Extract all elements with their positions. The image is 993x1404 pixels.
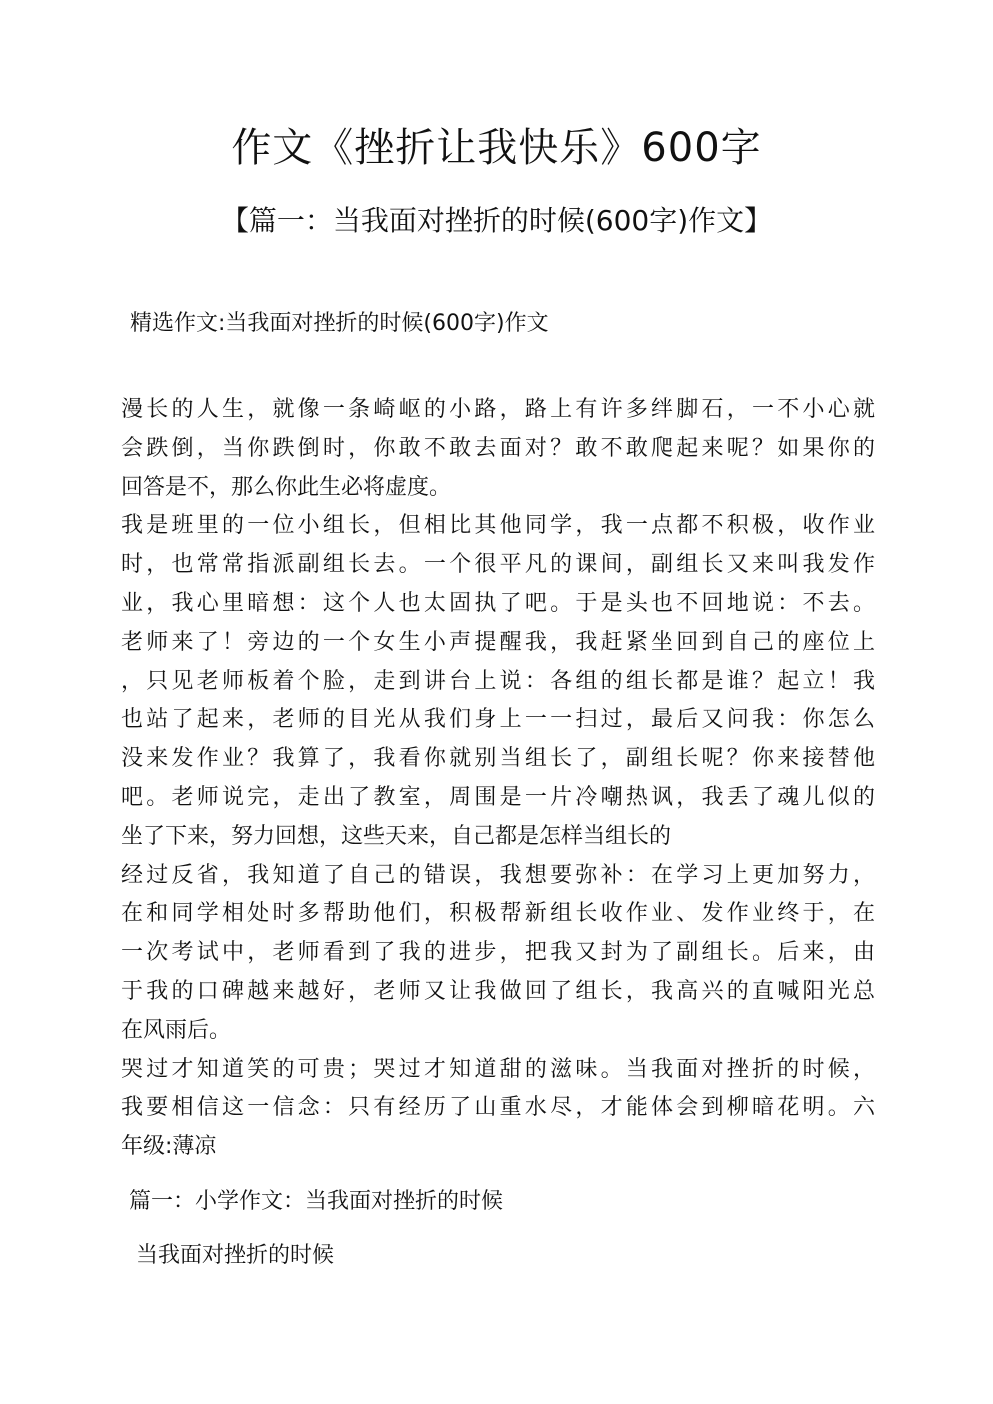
essay-line: 坐了下来，努力回想，这些天来，自己都是怎样当组长的 — [121, 823, 672, 849]
selection-title: 精选作文:当我面对挫折的时候(600字)作文 — [130, 311, 549, 336]
essay-line: 业，我心里暗想：这个人也太固执了吧。于是头也不回地说：不去。 — [121, 590, 875, 616]
essay-line: ，只见老师板着个脸，走到讲台上说：各组的组长都是谁？起立！我 — [121, 668, 875, 694]
essay-line: 没来发作业？我算了，我看你就别当组长了，副组长呢？你来接替他 — [121, 746, 875, 772]
sub-heading: 当我面对挫折的时候 — [136, 1243, 335, 1268]
essay-line: 时，也常常指派副组长去。一个很平凡的课间，副组长又来叫我发作 — [121, 552, 875, 578]
essay-line: 哭过才知道笑的可贵；哭过才知道甜的滋味。当我面对挫折的时候， — [121, 1056, 875, 1082]
essay-line: 年级:薄凉 — [121, 1134, 217, 1160]
essay-line: 经过反省，我知道了自己的错误，我想要弥补：在学习上更加努力， — [121, 862, 875, 888]
document-subtitle: 【篇一：当我面对挫折的时候(600字)作文】 — [220, 204, 773, 237]
essay-line: 老师来了！旁边的一个女生小声提醒我，我赶紧坐回到自己的座位上 — [121, 629, 875, 655]
essay-line: 会跌倒，当你跌倒时，你敢不敢去面对？敢不敢爬起来呢？如果你的 — [121, 435, 875, 461]
essay-line: 也站了起来，老师的目光从我们身上一一扫过，最后又问我：你怎么 — [121, 707, 875, 733]
essay-line: 一次考试中，老师看到了我的进步，把我又封为了副组长。后来，由 — [121, 940, 875, 966]
essay-line: 我要相信这一信念：只有经历了山重水尽，才能体会到柳暗花明。六 — [121, 1095, 875, 1121]
essay-line: 我是班里的一位小组长，但相比其他同学，我一点都不积极，收作业 — [121, 513, 875, 539]
essay-line: 吧。老师说完，走出了教室，周围是一片冷嘲热讽，我丢了魂儿似的 — [121, 784, 875, 810]
essay-line: 回答是不，那么你此生必将虚度。 — [121, 474, 452, 500]
essay-line: 在风雨后。 — [121, 1017, 232, 1043]
essay-line: 在和同学相处时多帮助他们，积极帮新组长收作业、发作业终于，在 — [121, 901, 875, 927]
essay-body — [121, 391, 875, 1167]
document-title: 作文《挫折让我快乐》600字 — [231, 125, 762, 171]
section-heading: 篇一：小学作文：当我面对挫折的时候 — [129, 1189, 504, 1214]
essay-line: 漫长的人生，就像一条崎岖的小路，路上有许多绊脚石，一不小心就 — [121, 397, 875, 422]
essay-line: 于我的口碑越来越好，老师又让我做回了组长，我高兴的直喊阳光总 — [121, 978, 875, 1004]
